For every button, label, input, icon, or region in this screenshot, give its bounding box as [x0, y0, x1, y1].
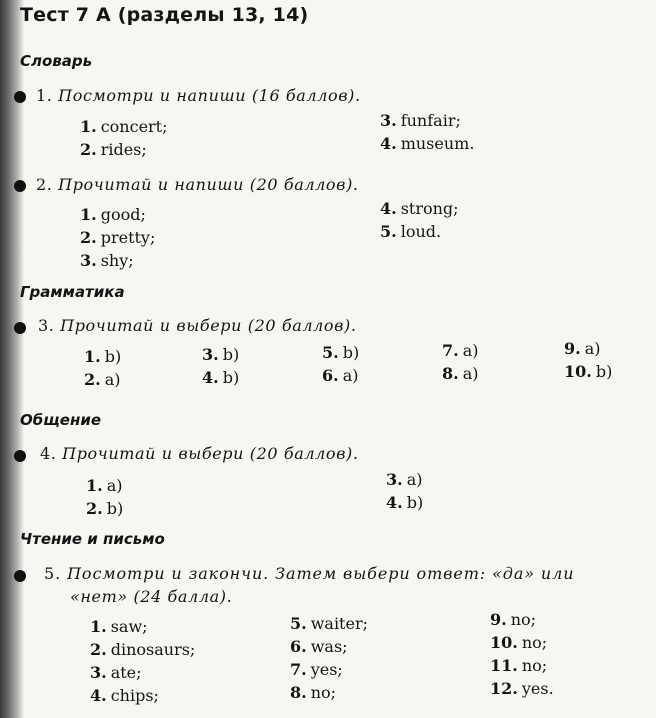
answer-item: 10. no; — [490, 633, 548, 652]
task-text: Посмотри и закончи. Затем выбери ответ: «да» или — [67, 564, 575, 583]
task-text: Прочитай и напиши (20 баллов). — [58, 175, 359, 194]
answer-item: 5. b) — [322, 343, 360, 362]
answer-item: 5. waiter; — [290, 614, 368, 633]
task-4-instruction — [40, 444, 359, 463]
answer-item: 7. yes; — [290, 660, 343, 679]
task-number: 4. — [40, 444, 57, 463]
task-bullet-icon — [14, 450, 26, 462]
answer-item: 3. a) — [386, 470, 423, 489]
answer-item: 4. chips; — [90, 686, 159, 705]
answer-item: 4. b) — [202, 368, 240, 387]
section-heading-reading-writing: Чтение и письмо — [20, 530, 165, 548]
book-spine-shadow — [0, 0, 24, 718]
answer-item: 9. no; — [490, 610, 537, 629]
task-1-instruction — [36, 86, 361, 105]
answer-item: 2. b) — [86, 499, 124, 518]
task-5-instruction-line-1 — [44, 564, 574, 583]
answer-item: 3. funfair; — [380, 111, 461, 130]
task-bullet-icon — [14, 91, 26, 103]
answer-item: 7. a) — [442, 341, 479, 360]
answer-item: 6. was; — [290, 637, 348, 656]
section-heading-grammar: Грамматика — [20, 283, 125, 301]
section-heading-vocabulary: Словарь — [20, 52, 93, 70]
answer-item: 1. b) — [84, 347, 122, 366]
answer-item: 2. rides; — [80, 140, 147, 159]
task-bullet-icon — [14, 180, 26, 192]
answer-item: 4. strong; — [380, 199, 459, 218]
answer-item: 2. a) — [84, 370, 121, 389]
answer-item: 1. a) — [86, 476, 123, 495]
task-text: Прочитай и выбери (20 баллов). — [60, 316, 357, 335]
answer-item: 1. good; — [80, 205, 146, 224]
task-bullet-icon — [14, 570, 26, 582]
task-text: Посмотри и напиши (16 баллов). — [58, 86, 361, 105]
section-heading-communication: Общение — [20, 411, 102, 429]
task-2-instruction — [36, 175, 359, 194]
answer-item: 5. loud. — [380, 222, 442, 241]
answer-item: 12. yes. — [490, 679, 554, 698]
answer-item: 10. b) — [564, 362, 613, 381]
answer-item: 2. pretty; — [80, 228, 156, 247]
task-number: 5. — [44, 564, 62, 583]
answer-item: 2. dinosaurs; — [90, 640, 196, 659]
answer-item: 8. a) — [442, 364, 479, 383]
answer-item: 4. museum. — [380, 134, 475, 153]
page-title: Тест 7 А (разделы 13, 14) — [20, 4, 309, 26]
answer-item: 4. b) — [386, 493, 424, 512]
task-number: 1. — [36, 86, 53, 105]
answer-item: 8. no; — [290, 683, 337, 702]
answer-item: 3. shy; — [80, 251, 134, 270]
answer-item: 6. a) — [322, 366, 359, 385]
answer-item: 3. b) — [202, 345, 240, 364]
task-text: Прочитай и выбери (20 баллов). — [62, 444, 359, 463]
answer-item: 11. no; — [490, 656, 548, 675]
answer-item: 9. a) — [564, 339, 601, 358]
task-3-instruction — [38, 316, 357, 335]
task-number: 3. — [38, 316, 55, 335]
answer-item: 3. ate; — [90, 663, 142, 682]
task-number: 2. — [36, 175, 53, 194]
answer-item: 1. concert; — [80, 117, 168, 136]
task-bullet-icon — [14, 322, 26, 334]
task-5-instruction-line-2: «нет» (24 балла). — [70, 587, 233, 606]
answer-item: 1. saw; — [90, 617, 148, 636]
